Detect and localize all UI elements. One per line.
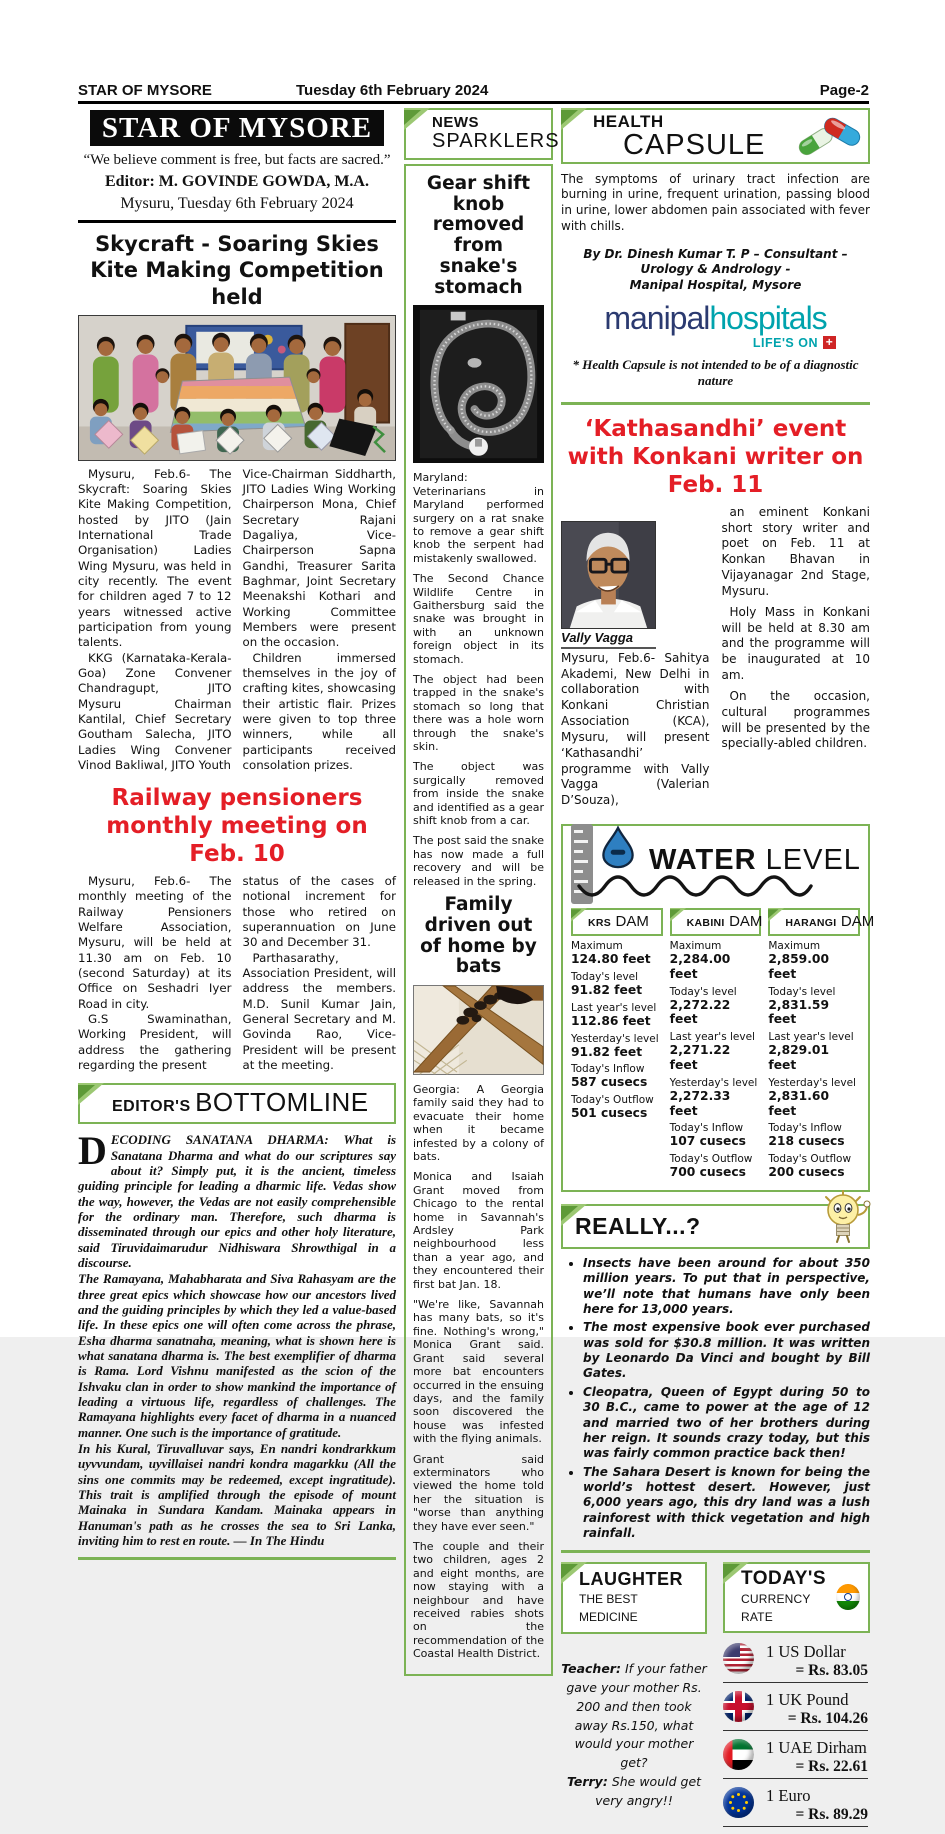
dam-column: [670, 908, 762, 1180]
dam-stat: [571, 1063, 663, 1090]
left-column: [78, 108, 396, 1560]
dam-stat-label: Maximum: [768, 940, 821, 953]
article-paragraph: Grant said exterminators who viewed the home told her the situation is "worse than anything they have ever seen.": [413, 1452, 544, 1533]
dam-title: KABINI DAM: [670, 908, 762, 936]
bottomline-paragraph: In his Kural, Tiruvalluvar says, En nandri kondrarkkum uyvvundam, uyvillaisei nandri kondra magarkku (All the sins one commits may be redeemed, except ingratitude). This trait is amplified through the episode of mount Mainaka in Sundara Kandam. Mainaka appears in Hanuman's path as he crosses the sea to Sri Lanka, inviting him to rest en route. — In The Hindu: [78, 1440, 396, 1548]
really-fact: • The most expensive book ever purchased was sold for $30.8 million. It was written by Leonardo Da Vinci and bought by Bill Gates.: [583, 1320, 870, 1381]
dam-stat-value: 112.86 feet: [571, 1013, 651, 1028]
dam-stat: [670, 940, 762, 982]
dam-stat-label: Today's Inflow: [571, 1063, 645, 1076]
article-paragraph: Mysuru, Feb.6- Sahitya Akademi, New Delhi in collaboration with Konkani Christian Association (KCA), Mysuru, will present ‘Kathasandhi’ programme with Vally Vagga (Valerian D’Souza),: [561, 650, 710, 808]
laughter-header: LAUGHTER THE BEST MEDICINE: [561, 1562, 707, 1634]
water-drop-icon: [601, 826, 635, 868]
section-rule: [561, 402, 870, 405]
dam-stat: [571, 1002, 663, 1029]
drop-cap: D: [78, 1128, 107, 1174]
dam-stat-label: Last year's level: [768, 1031, 854, 1044]
dam-stat: [768, 1077, 860, 1119]
light-bulb-icon: [818, 1189, 870, 1245]
news-sparklers-header: [404, 108, 560, 160]
article-paragraph: Mysuru, Feb.6- The monthly meeting of the Railway Pensioners Welfare Association, Mysuru, will be held at 11.30 am on Feb. 10 (second Saturday) at its Office on Seshadri Iyer Road in city.: [78, 874, 232, 1011]
currency-name: 1 UK Pound: [766, 1690, 849, 1710]
corner-flag-icon: [670, 908, 687, 923]
running-head: [78, 82, 869, 100]
currency-flag-icon: [723, 1643, 754, 1674]
bottomline-paragraph: DECODING SANATANA DHARMA: What is Sanatana Dharma and what do our scriptures say about it? Simply put, it is the ancient, timeless guiding principle for leading a dharmic life. Vedas show the way, however, the Vedas are not easily comprehensible for the ordinary man. Therefore, such dharma is disseminated through our epics and other holy literature, said Tiruvidaimarudur Nidhiswara Shrowthigal in a discourse.: [78, 1128, 396, 1270]
water-level-section: [561, 824, 875, 1192]
currency-section: [723, 1562, 870, 1834]
dam-stat-value: 2,831.60 feet: [768, 1088, 830, 1118]
editors-bottomline-body: [78, 1128, 396, 1548]
snake-xray-photo: [413, 305, 544, 463]
masthead-dateline: Mysuru, Tuesday 6th February 2024: [120, 195, 354, 212]
kite-competition-photo: [78, 315, 396, 461]
dam-stat: [571, 940, 663, 967]
article-paragraph: an eminent Konkani short story writer and poet on Feb. 11 at Konkan Bhavan in Vijayanagar 2nd Stage, Mysuru.: [721, 504, 870, 598]
water-level-title: WATER LEVEL: [649, 844, 861, 877]
dam-stat: [670, 986, 762, 1028]
dam-stat-label: Yesterday's level: [669, 1076, 758, 1089]
bottom-row: [561, 1562, 870, 1834]
currency-rates-list: [723, 1642, 870, 1827]
wave-icon: [575, 882, 813, 902]
middle-column: [404, 108, 560, 1676]
really-title: REALLY...?: [575, 1212, 701, 1239]
currency-rate-row: [723, 1690, 868, 1731]
corner-flag-icon: [561, 108, 589, 132]
sparklers-label-bold: NEWS: [432, 114, 479, 131]
dam-stat-label: Today's Outflow: [669, 1153, 753, 1166]
dam-stat-value: 2,859.00 feet: [768, 952, 830, 981]
joke-text: [561, 1660, 707, 1810]
running-head-paper: STAR OF MYSORE: [78, 82, 212, 99]
really-fact: • Insects have been around for about 350 million years. To put that in perspective, we’ll note that humans have only been here for 13,000 years.: [583, 1256, 870, 1317]
dam-stat-value: 107 cusecs: [669, 1134, 746, 1149]
editors-bottomline-header: [78, 1083, 396, 1124]
masthead-rule: [78, 220, 396, 223]
dam-stat-value: 91.82 feet: [571, 982, 643, 997]
really-header: [561, 1204, 870, 1249]
health-body: The symptoms of urinary tract infection are burning in urine, frequent urination, passing blood in urine, lower abdomen pain associated with fever with chills.: [561, 171, 870, 234]
bottomline-label-bold: EDITOR'S: [112, 1098, 191, 1116]
dam-stat-value: 2,829.01 feet: [768, 1043, 830, 1072]
currency-name: 1 Euro: [766, 1786, 811, 1806]
laughter-section: [561, 1562, 707, 1834]
corner-flag-icon: [78, 1083, 106, 1107]
right-column: [561, 108, 875, 1834]
health-disclaimer: * Health Capsule is not intended to be of a diagnostic nature: [572, 356, 859, 388]
currency-value: = Rs. 83.05: [795, 1662, 868, 1680]
corner-flag-icon: [404, 108, 432, 132]
health-capsule-header: [561, 108, 870, 164]
kathasandhi-body: [561, 505, 870, 814]
dam-title: KRS DAM: [571, 908, 663, 936]
dam-stat-label: Today's Outflow: [768, 1153, 852, 1166]
skycraft-column-2: [243, 467, 397, 774]
dam-stat: [571, 1033, 663, 1060]
skycraft-body: [78, 467, 396, 774]
dam-stat-value: 218 cusecs: [768, 1134, 845, 1149]
dam-stat-value: 2,831.59 feet: [768, 997, 830, 1027]
article-paragraph: status of the cases of notional increment for those who retired on superannuation on June 30 and December 31.: [242, 874, 396, 950]
dam-stat-label: Today's level: [669, 985, 737, 998]
dam-stat-label: Today's Inflow: [768, 1122, 842, 1135]
article-paragraph: Mysuru, Feb.6- The Skycraft: Soaring Skies Kite Making Competition, hosted by JITO (Jain International Trade Organisation) Ladies Wing Mysuru, was held in city recently. The event for children aged 7 to 12 years witnessed active participation from young talents.: [78, 466, 232, 650]
joke-line: Terry: She would get very angry!!: [566, 1773, 702, 1808]
water-level-header: [571, 830, 860, 900]
currency-value: = Rs. 104.26: [787, 1710, 868, 1728]
article-paragraph: Vice-Chairman Siddharth, JITO Ladies Wing Working Chairperson Mona, Chief Secretary Rajani Dagaliya, Vice-Chairperson Sapna Gandhi, Treasurer Sarita Baghmar, Joint Secretary Meenakshi Kothari and Working Committee Members were present on the occasion.: [242, 466, 396, 650]
railway-body: [78, 874, 396, 1073]
dam-stat-value: 501 cusecs: [571, 1106, 648, 1121]
dam-column: [768, 908, 875, 1180]
dam-stat-value: 2,272.33 feet: [669, 1088, 731, 1118]
dam-stat-value: 700 cusecs: [669, 1165, 746, 1180]
really-fact: • Cleopatra, Queen of Egypt during 50 to 30 B.C., came to power at the age of 12 and married two of her brothers during her reign. It sounds crazy today, but this was fairly common practice back then!: [583, 1385, 870, 1462]
bottomline-label-light: BOTTOMLINE: [195, 1087, 369, 1118]
masthead-editor: Editor: M. GOVINDE GOWDA, M.A.: [105, 173, 369, 190]
dam-stat: [571, 971, 663, 998]
dam-stat: [670, 1031, 762, 1073]
railway-headline: Railway pensioners monthly meeting on Feb. 10: [106, 785, 368, 867]
article-paragraph: The couple and their two children, ages 2 and eight months, are now staying with a neighbour and have received rabies shots on the recommendation of the Coastal Health District.: [413, 1539, 544, 1661]
dam-stat-label: Last year's level: [669, 1031, 755, 1044]
currency-header: [723, 1562, 870, 1633]
vally-vagga-photo: [561, 521, 656, 629]
skycraft-column-1: [78, 467, 232, 774]
dam-stat: [768, 940, 860, 982]
dam-stat-value: 91.82 feet: [571, 1044, 643, 1059]
currency-rate-row: [723, 1786, 868, 1827]
dam-stat-value: 2,271.22 feet: [669, 1043, 731, 1072]
currency-name: 1 US Dollar: [766, 1642, 846, 1662]
dam-stat-label: Today's Inflow: [669, 1122, 744, 1135]
article-paragraph: Parthasarathy, Association President, will address the members. M.D. Sunil Kumar Jain, General Secretary and M. Govinda Rao, Vice-President will be present at the meeting.: [242, 950, 396, 1073]
dam-title: HARANGI DAM: [768, 908, 860, 936]
bats-headline: Family driven out of home by bats: [420, 894, 537, 978]
railway-column-2: [243, 874, 397, 1073]
railway-column-1: [78, 874, 232, 1073]
sparklers-label-light: SPARKLERS: [432, 130, 560, 152]
article-paragraph: On the occasion, cultural programmes will be presented by the specially-abled children.: [721, 688, 870, 751]
running-head-page-number: Page-2: [819, 82, 869, 99]
health-capsule-title: HEALTH CAPSULE: [593, 112, 766, 161]
dam-columns: [571, 908, 875, 1180]
currency-flag-icon: [723, 1787, 754, 1818]
dam-stat: [768, 986, 860, 1028]
bats-photo: [413, 985, 544, 1075]
dam-stat-value: 2,272.22 feet: [669, 997, 731, 1027]
article-paragraph: The object was surgically removed from inside the snake and identified as a gear shift knob from a car.: [413, 760, 544, 828]
dam-stat: [670, 1077, 762, 1119]
dam-stat-value: 200 cusecs: [768, 1165, 845, 1180]
corner-flag-icon: [768, 908, 785, 923]
corner-flag-icon: [571, 908, 588, 923]
bottomline-paragraph: The Ramayana, Mahabharata and Siva Rahasyam are the three great epics which showcase how our ancestors lived and the guiding principles by which they led a value-based life. In these epics one will often come across the phrase, Esha dharma sanatnaha, meaning, what is shown here is what sanatana dharma is. The best exemplifier of dharma is Rama. Lord Vishnu manifested as the scion of the Ishvaku clan in order to show mankind the importance of leading a virtuous life, regardless of challenges. The Ramayana highlights every facet of dharma in a nuanced manner. One such is the importance of gratitude.: [78, 1271, 396, 1440]
dam-stat-label: Maximum: [571, 940, 623, 953]
really-fact: • The Sahara Desert is known for being the world’s hottest desert. However, just 6,000 years ago, this dry land was a lush rainforest with thick vegetation and high rainfall.: [583, 1465, 870, 1542]
dam-stat: [670, 1153, 762, 1180]
currency-flag-icon: [723, 1691, 754, 1722]
dam-stat: [571, 1094, 663, 1121]
currency-title: TODAY'S CURRENCY RATE: [741, 1568, 827, 1625]
article-paragraph: The Second Chance Wildlife Centre in Gaithersburg said the snake was brought in with an unknown foreign object in its stomach.: [413, 572, 544, 666]
running-head-date: Tuesday 6th February 2024: [296, 82, 489, 99]
currency-rate-row: [723, 1738, 868, 1779]
kathasandhi-column-1: [561, 505, 710, 814]
dam-stat: [768, 1122, 860, 1149]
dam-stat-value: 2,284.00 feet: [669, 952, 731, 981]
masthead-motto: “We believe comment is free, but facts are sacred.”: [83, 152, 391, 168]
dam-stat-label: Yesterday's level: [768, 1076, 856, 1089]
kathasandhi-headline: ‘Kathasandhi’ event with Konkani writer on Feb. 11: [567, 415, 864, 498]
article-paragraph: Children immersed themselves in the joy of crafting kites, showcasing their artistic flair. Prizes were given to top three winners, while all participants received consolation prizes.: [242, 650, 396, 772]
india-flag-icon: [836, 1584, 860, 1610]
currency-flag-icon: [723, 1739, 754, 1770]
currency-name: 1 UAE Dirham: [766, 1738, 867, 1758]
health-byline: By Dr. Dinesh Kumar T. P – Consultant – Urology & Andrology - Manipal Hospital, Mysore: [583, 246, 848, 293]
article-paragraph: The post said the snake has now made a full recovery and will be released in the spring.: [413, 834, 544, 888]
article-paragraph: Monica and Isaiah Grant moved from Chicago to the rental home in Savannah's Ardsley Park neighbourhood less than a year ago, and they encountered their first bat Jan. 18.: [413, 1170, 544, 1291]
header-rule: [78, 101, 869, 104]
snake-headline: Gear shift knob removed from snake's stomach: [426, 173, 531, 298]
dam-stat-label: Today's Outflow: [571, 1094, 654, 1107]
section-rule: [561, 1550, 870, 1553]
dam-stat-label: Maximum: [669, 940, 722, 953]
vally-vagga-figure: [561, 521, 656, 649]
dam-stat-label: Last year's level: [571, 1001, 657, 1014]
joke-line: Teacher: If your father gave your mother Rs. 200 and then took away Rs.150, what would your mother get?: [561, 1661, 707, 1771]
section-rule: [78, 1557, 396, 1560]
currency-value: = Rs. 22.61: [795, 1758, 868, 1776]
dam-stat-label: Today's level: [571, 970, 639, 983]
article-paragraph: The object had been trapped in the snake's stomach so long that there was a hole worn through the snake's skin.: [413, 673, 544, 754]
article-paragraph: "We're like, Savannah has many bats, so it's fine. Nothing's wrong," Monica Grant said. Grant said several more bat encounters occurred in the ensuing days, and the family soon discovered the house was infested with the flying animals.: [413, 1298, 544, 1446]
dam-stat: [768, 1153, 860, 1180]
really-facts-list: [561, 1256, 870, 1541]
currency-rate-row: [723, 1642, 868, 1683]
dam-stat-label: Today's level: [768, 985, 836, 998]
dam-stat-value: 124.80 feet: [571, 952, 651, 967]
article-paragraph: KKG (Karnataka-Kerala-Goa) Zone Convener Chandragupt, JITO Mysuru Chairman Kantilal, Chief Secretary Goutham Salecha, JITO Ladies Wing Convener Vinod Bakliwal, JITO Youth: [78, 650, 232, 772]
sparklers-content-box: [404, 164, 553, 1676]
dam-stat: [670, 1122, 762, 1149]
kathasandhi-column-2: [722, 505, 871, 814]
dam-column: [571, 908, 663, 1180]
dam-stat: [768, 1031, 860, 1073]
dam-stat-value: 587 cusecs: [571, 1075, 648, 1090]
currency-value: = Rs. 89.29: [795, 1806, 868, 1824]
article-paragraph: Holy Mass in Konkani will be held at 8.30 am and the programme will be inaugurated at 10 am.: [721, 604, 870, 683]
skycraft-headline: Skycraft - Soaring Skies Kite Making Competition held: [90, 232, 384, 309]
dam-stat-label: Yesterday's level: [571, 1032, 659, 1045]
article-paragraph: Maryland: Veterinarians in Maryland performed surgery on a rat snake to remove a gear shift knob the serpent had mistakenly swallowed.: [413, 471, 544, 565]
article-paragraph: G.S Swaminathan, Working President, will address the gathering regarding the present: [78, 1012, 232, 1073]
masthead-title: STAR OF MYSORE: [90, 110, 384, 146]
photo-caption: Vally Vagga: [561, 629, 656, 649]
manipal-tagline: LIFE'S ON+: [561, 336, 836, 350]
capsule-pills-icon: [796, 114, 862, 158]
article-paragraph: Georgia: A Georgia family said they had to evacuate their home when it became infested by a colony of bats.: [413, 1082, 544, 1163]
manipal-hospitals-logo: manipalhospitals: [604, 299, 827, 336]
red-cross-icon: [823, 336, 836, 349]
